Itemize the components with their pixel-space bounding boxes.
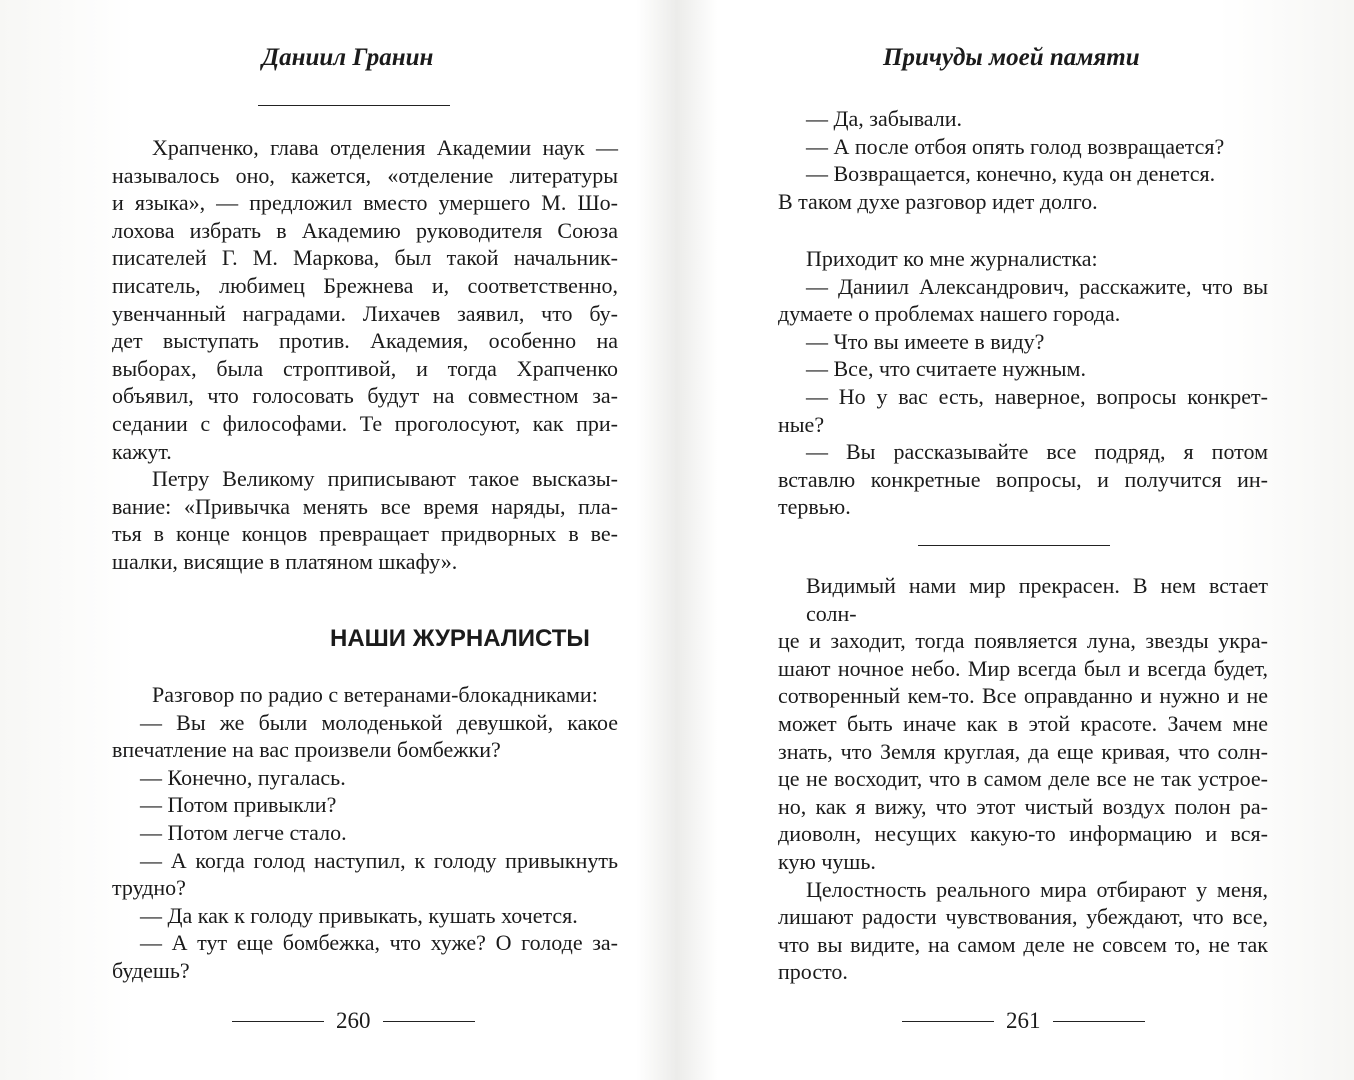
right-page xyxy=(677,0,1354,1080)
page-number-left xyxy=(232,1008,475,1034)
text-line: просто. xyxy=(778,959,848,985)
text-line: — А после отбоя опять голод возвращается? xyxy=(806,133,1225,159)
text-line: Видимый нами мир прекрасен. В нем встает солн- xyxy=(806,573,1268,626)
text-line: — Да как к голоду привыкать, кушать хочется. xyxy=(140,902,578,928)
text-line: — Да, забывали. xyxy=(806,106,963,131)
text-line: — Все, что считаете нужным. xyxy=(806,356,1086,382)
text-line: — Вы же были молоденькой девушкой, какое xyxy=(140,709,618,735)
text-line: шают ночное небо. Мир всегда был и всегда будет, xyxy=(778,655,1268,681)
text-line: трудно? xyxy=(112,875,186,901)
text-line: дет выступать против. Академия, особенно на xyxy=(112,328,618,354)
text-line: увенчанный наградами. Лихачев заявил, что бу- xyxy=(112,300,618,326)
text-line: — А когда голод наступил, к голоду привыкнуть xyxy=(140,847,618,873)
text-line: ные? xyxy=(778,411,825,437)
right-text-block-2 xyxy=(778,245,1268,521)
text-line: кажут. xyxy=(112,438,172,464)
page-number-right xyxy=(902,1008,1145,1034)
section-heading: НАШИ ЖУРНАЛИСТЫ xyxy=(330,625,590,652)
text-line: Приходит ко мне журналистка: xyxy=(806,246,1098,271)
left-text-block-2 xyxy=(112,681,618,985)
text-line: вание: «Привычка менять все время наряды, пла- xyxy=(112,493,618,519)
right-text-block-1 xyxy=(778,105,1268,215)
section-divider-rule xyxy=(918,545,1110,546)
text-line: тервью. xyxy=(778,494,851,520)
text-line: будешь? xyxy=(112,957,190,983)
text-line: вставлю конкретные вопросы, и получится ин- xyxy=(778,466,1268,492)
text-line: — Конечно, пугалась. xyxy=(140,764,346,790)
text-line: — Но у вас есть, наверное, вопросы конкрет- xyxy=(806,383,1268,409)
text-line: Целостность реального мира отбирают у меня, xyxy=(806,876,1268,902)
text-line: — Что вы имеете в виду? xyxy=(806,328,1045,354)
text-line: впечатление на вас произвели бомбежки? xyxy=(112,737,501,763)
folio-rule xyxy=(1053,1021,1145,1022)
text-line: седании с философами. Те проголосуют, как при- xyxy=(112,410,618,436)
text-line: лишают радости чувствования, убеждают, что все, xyxy=(778,904,1268,930)
text-line: думаете о проблемах нашего города. xyxy=(778,301,1121,327)
text-line: писателей Г. М. Маркова, был такой начальник- xyxy=(112,245,618,271)
text-line: — Возвращается, конечно, куда он денется. xyxy=(806,161,1216,187)
text-line: лохова избрать в Академию руководителя Союза xyxy=(112,217,618,243)
running-head-title: Причуды моей памяти xyxy=(883,44,1140,71)
page-number: 261 xyxy=(1006,1008,1041,1033)
text-line: знать, что Земля круглая, да еще кривая, что солн- xyxy=(778,738,1268,764)
text-line: но, как я вижу, что этот чистый воздух полон ра- xyxy=(778,793,1268,819)
folio-rule xyxy=(902,1021,994,1022)
text-line: шалки, висящие в платяном шкафу». xyxy=(112,548,458,574)
text-line: — Вы рассказывайте все подряд, я потом xyxy=(806,439,1268,465)
text-line: Разговор по радио с ветеранами-блокадниками: xyxy=(152,682,598,707)
left-text-block-1 xyxy=(112,134,618,576)
text-line: объявил, что голосовать будут на совместном за- xyxy=(112,383,618,409)
text-line: Петру Великому приписывают такое высказы- xyxy=(152,466,618,492)
text-line: что вы видите, на самом деле не совсем то, не так xyxy=(778,931,1268,957)
text-line: — А тут еще бомбежка, что хуже? О голоде за- xyxy=(140,930,618,956)
text-line: В таком духе разговор идет долго. xyxy=(778,188,1098,214)
text-line: и языка», — предложил вместо умершего М. Шо- xyxy=(112,190,618,216)
page-number: 260 xyxy=(336,1008,371,1033)
text-line: це и заходит, тогда появляется луна, звезды укра- xyxy=(778,628,1268,654)
text-line: сотворенный кем-то. Все оправданно и нужно и не xyxy=(778,683,1268,709)
right-text-block-3 xyxy=(778,572,1268,986)
text-line: — Потом привыкли? xyxy=(140,792,337,818)
text-line: выборах, была строптивой, и тогда Храпченко xyxy=(112,355,618,381)
folio-rule xyxy=(383,1021,475,1022)
text-line: кую чушь. xyxy=(778,848,876,874)
text-line: Храпченко, глава отделения Академии наук — xyxy=(152,135,618,160)
text-line: це не восходит, что в самом деле все не так устрое- xyxy=(778,766,1268,792)
text-line: — Даниил Александрович, расскажите, что вы xyxy=(806,273,1268,299)
running-head-author: Даниил Гранин xyxy=(262,44,434,71)
folio-rule xyxy=(232,1021,324,1022)
text-line: может быть иначе как в этой красоте. Зачем мне xyxy=(778,710,1268,736)
text-line: диоволн, несущих какую-то информацию и вся- xyxy=(778,821,1268,847)
text-line: — Потом легче стало. xyxy=(140,819,347,845)
header-rule xyxy=(258,105,450,106)
text-line: писатель, любимец Брежнева и, соответственно, xyxy=(112,272,618,298)
text-line: тья в конце концов превращает придворных в ве- xyxy=(112,521,618,547)
text-line: называлось оно, кажется, «отделение литературы xyxy=(112,162,618,188)
